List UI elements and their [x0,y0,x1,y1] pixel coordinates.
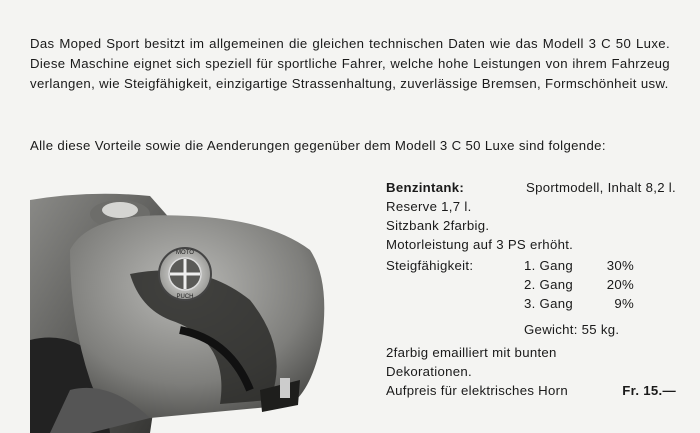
tank-row [386,178,676,197]
gear-value: 9% [614,296,634,311]
horn-price-row [386,381,676,400]
specs-block [386,178,676,400]
intro-text: Das Moped Sport besitzt im allgemeinen die gleichen technischen Daten wie das Modell 3 C 50 Luxe. Diese Maschine eignet sich speziell für sportliche Fahrer, welche hohe Leistungen von ihrem Fahrzeug verlangen, wie Steigfähigkeit, einzigartige Strassenhaltung, zuverlässige Bremsen, Formschönheit usw. [30,36,670,91]
engine-line: Motorleistung auf 3 PS erhöht. [386,237,574,252]
horn-price: Fr. 15.— [622,383,676,398]
tank-label: Benzintank: [386,180,465,195]
gear-row [524,256,634,275]
gear-name: 1. Gang [524,258,574,273]
emblem-bottom-text: PUCH [176,294,194,300]
paint-line-1: 2farbig emailliert mit bunten [386,345,557,360]
seat-line: Sitzbank 2farbig. [386,218,490,233]
moped-tank-photo [30,190,370,433]
climb-label: Steigfähigkeit: [386,258,474,273]
intro-paragraph [30,34,670,94]
reserve-line: Reserve 1,7 l. [386,199,472,214]
gear-value: 30% [606,258,634,273]
gear-value: 20% [606,277,634,292]
summary-line: Alle diese Vorteile sowie die Aenderungen gegenüber dem Modell 3 C 50 Luxe sind folgende: [30,138,606,153]
gear-row [524,275,634,294]
climbing-block [386,256,676,316]
tank-text: Sportmodell, Inhalt 8,2 l. [525,180,676,195]
weight-line: Gewicht: 55 kg. [524,322,620,337]
horn-label: Aufpreis für elektrisches Horn [386,383,568,398]
gear-name: 3. Gang [524,296,574,311]
emblem-top-text: MOTO [176,250,194,256]
gear-name: 2. Gang [524,277,574,292]
gear-row [524,294,634,313]
moped-tank-illustration [30,190,370,433]
paint-line-2: Dekorationen. [386,364,473,379]
